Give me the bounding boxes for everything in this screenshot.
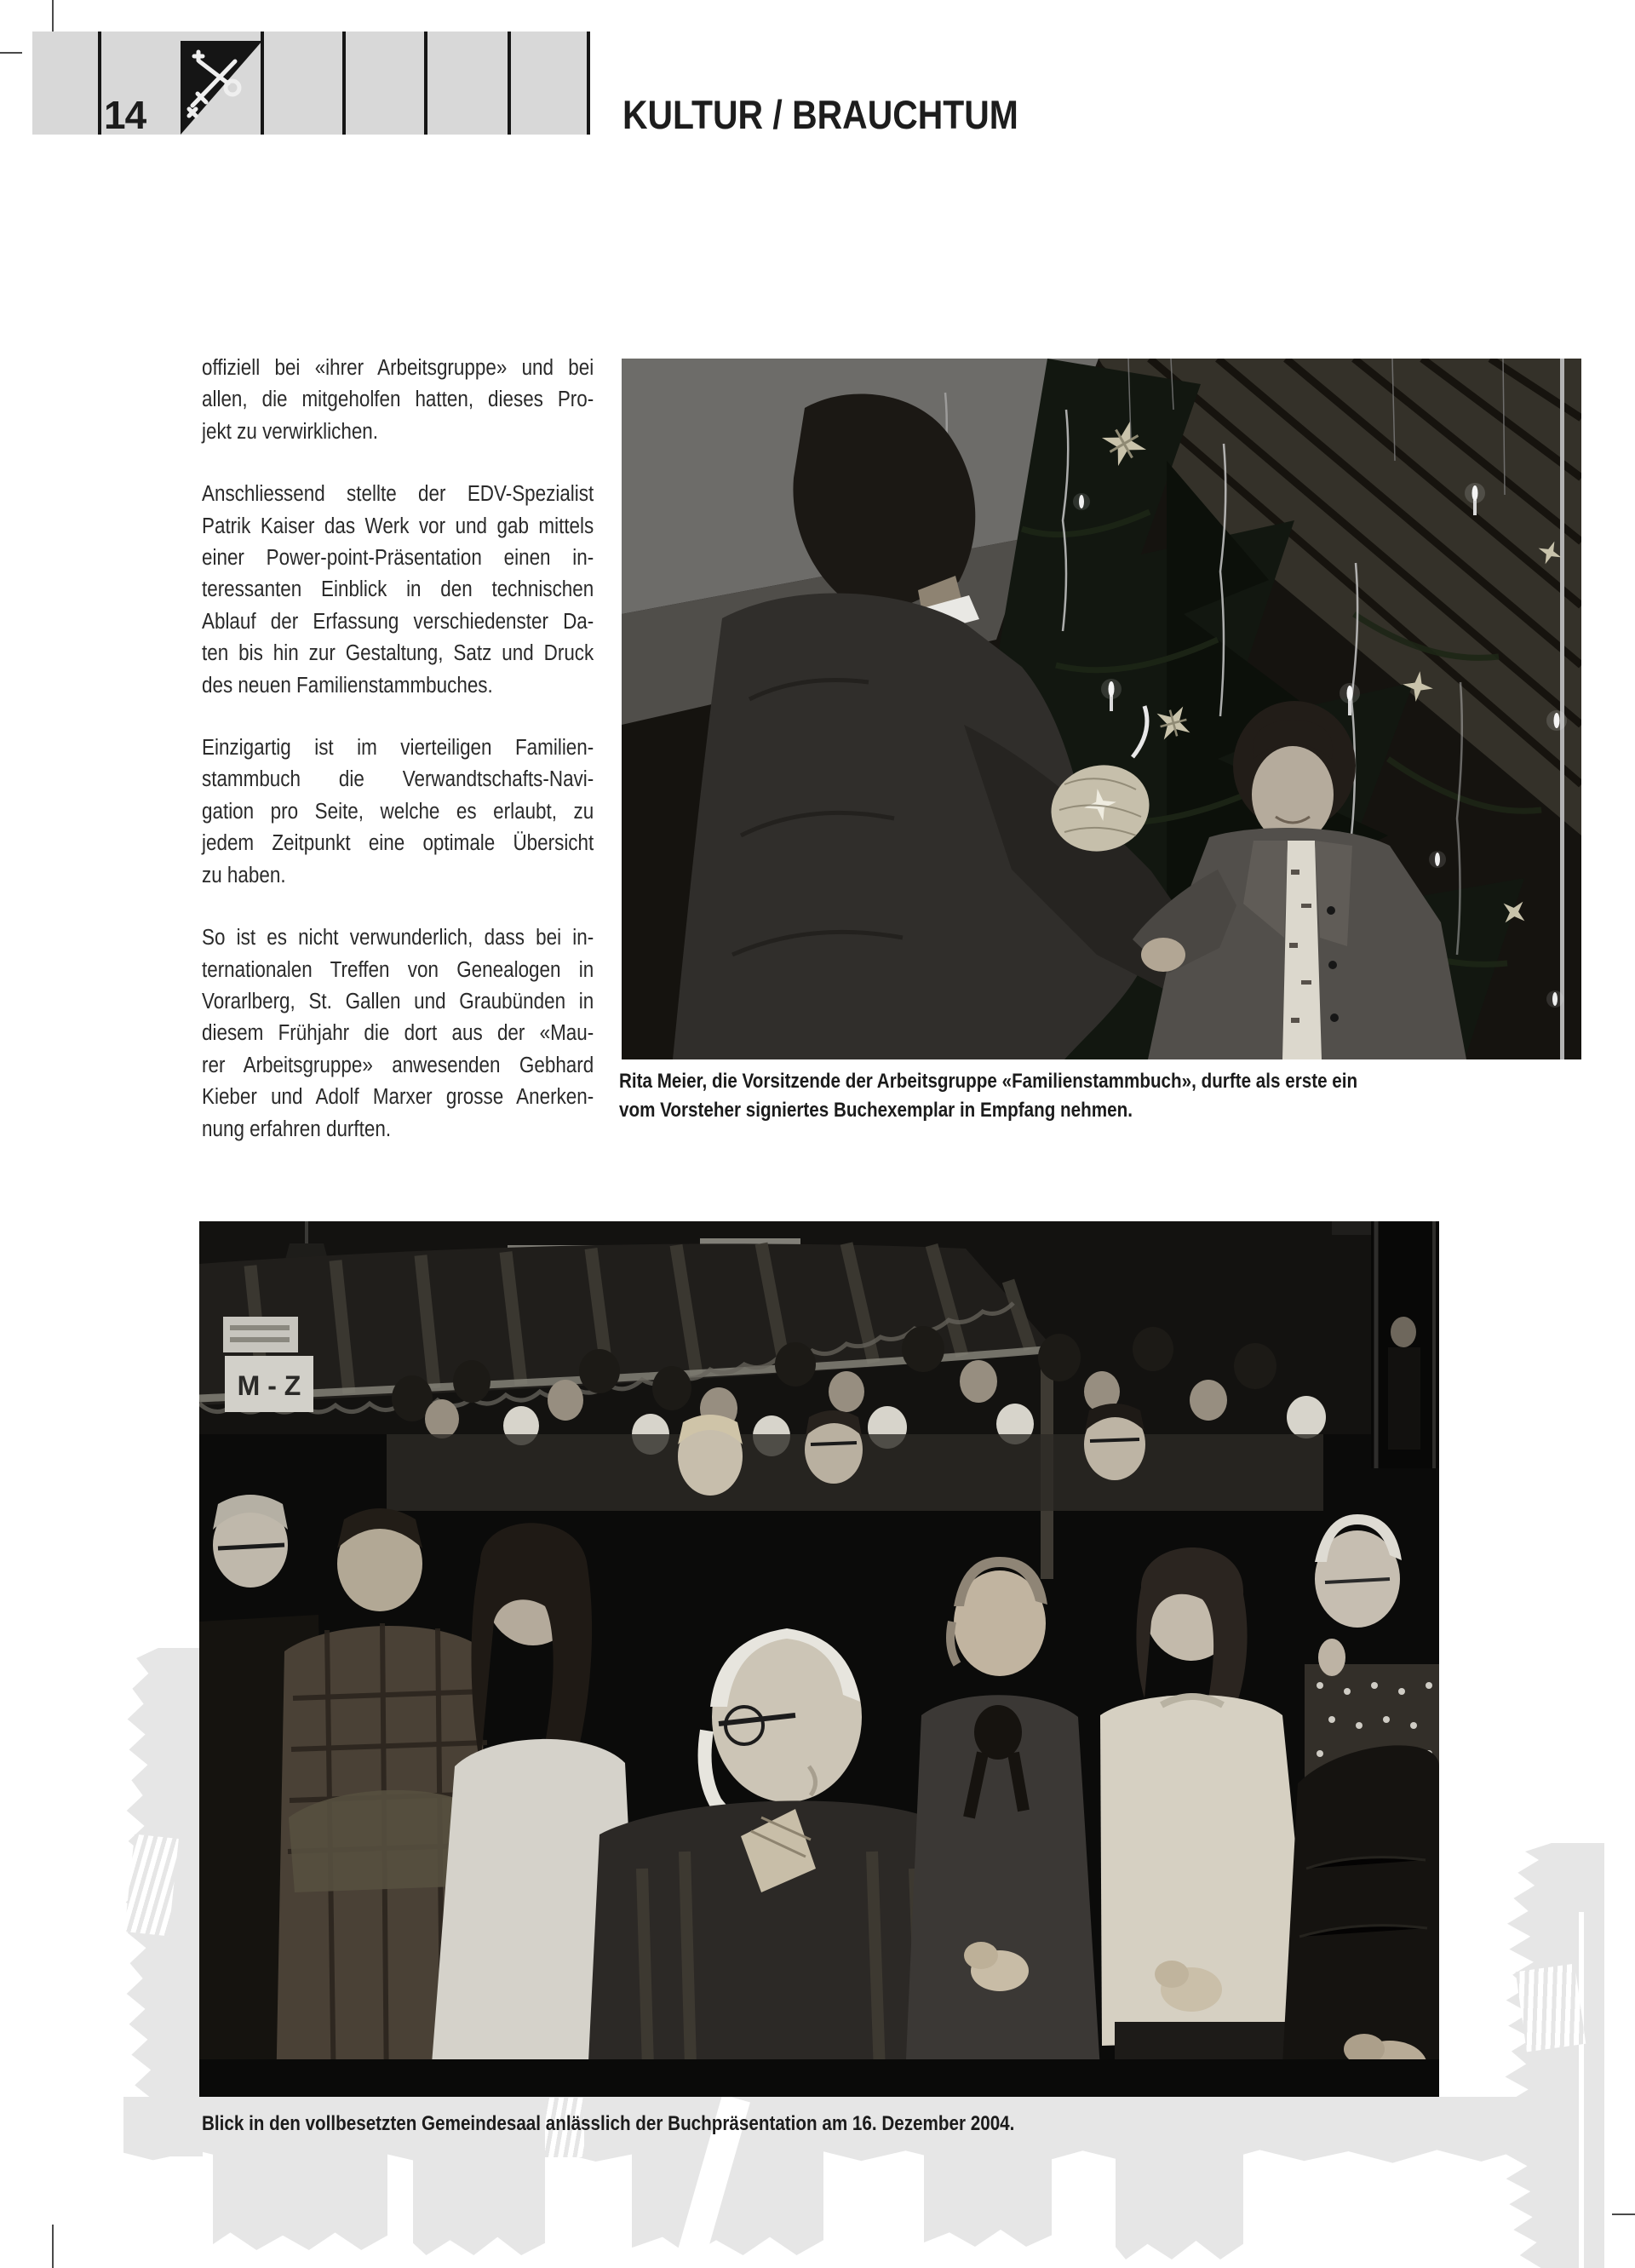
text-line: Vorarlberg, St. Gallen und Graubünden in bbox=[202, 989, 594, 1013]
crop-mark-top-left-h bbox=[0, 52, 22, 54]
text-line: offiziell bei «ihrer Arbeitsgruppe» und bei bbox=[202, 356, 594, 380]
crop-mark-bottom-left-v bbox=[52, 2225, 54, 2268]
header-divider bbox=[424, 32, 427, 135]
text-line: ten bis hin zur Gestaltung, Satz und Druck bbox=[202, 641, 594, 666]
text-line: Einzigartig ist im vierteiligen Familien- bbox=[202, 736, 594, 761]
text-line: zu haben. bbox=[202, 863, 286, 887]
photo2-caption-line1: Blick in den vollbesetzten Gemeindesaal anlässlich der Buchpräsentation am 16. Dezember 2004. bbox=[202, 2112, 1015, 2135]
header-divider bbox=[342, 32, 346, 135]
text-line: Ablauf der Erfassung verschiedenster Da- bbox=[202, 609, 594, 634]
text-line: nung erfahren durften. bbox=[202, 1117, 392, 1141]
paragraph bbox=[202, 732, 594, 892]
municipal-crest-icon bbox=[181, 41, 262, 135]
page-number: 14 bbox=[104, 93, 146, 137]
paragraph bbox=[202, 922, 594, 1145]
text-line: allen, die mitgeholfen hatten, dieses Pro- bbox=[202, 388, 594, 412]
text-line: diesem Frühjahr die dort aus der «Mau- bbox=[202, 1021, 594, 1046]
text-line: Anschliessend stellte der EDV-Spezialist bbox=[202, 482, 594, 507]
crop-mark-bottom-right-h bbox=[1612, 2213, 1635, 2215]
header-divider bbox=[587, 32, 590, 135]
watermark-right-seam bbox=[1579, 1912, 1584, 2268]
header-divider bbox=[508, 32, 511, 135]
watermark-right-strip bbox=[1499, 1843, 1604, 2268]
sign-label: M - Z bbox=[237, 1370, 301, 1401]
photo2-caption bbox=[202, 2110, 1154, 2139]
photo-presentation bbox=[622, 359, 1581, 1059]
paragraph bbox=[202, 353, 594, 448]
photo1-caption bbox=[619, 1067, 1425, 1124]
text-line: rer Arbeitsgruppe» anwesenden Gebhard bbox=[202, 1053, 594, 1077]
photo-audience bbox=[199, 1221, 1439, 2097]
section-title: KULTUR / BRAUCHTUM bbox=[622, 92, 1018, 137]
paragraph bbox=[202, 479, 594, 702]
text-line: jedem Zeitpunkt eine optimale Übersicht bbox=[202, 831, 594, 856]
text-line: jekt zu verwirklichen. bbox=[202, 419, 379, 444]
photo1-caption-line2: vom Vorsteher signiertes Buchexemplar in Empfang nehmen. bbox=[619, 1098, 1133, 1122]
article-text bbox=[202, 353, 594, 1176]
pole bbox=[1560, 359, 1564, 1059]
text-line: gation pro Seite, welche es erlaubt, zu bbox=[202, 799, 594, 824]
text-line: Patrik Kaiser das Werk vor und gab mittels bbox=[202, 514, 594, 538]
text-line: ternationalen Treffen von Genealogen in bbox=[202, 957, 594, 982]
text-line: So ist es nicht verwunderlich, dass bei in- bbox=[202, 926, 594, 950]
text-line: stammbuch die Verwandtschafts-Navi- bbox=[202, 767, 594, 792]
text-line: des neuen Familienstammbuches. bbox=[202, 673, 493, 698]
header-divider bbox=[98, 32, 101, 135]
watermark-hatch-right bbox=[1516, 1964, 1586, 2053]
text-line: einer Power-point-Präsentation einen in- bbox=[202, 546, 594, 571]
text-line: Kieber und Adolf Marxer grosse Anerken- bbox=[202, 1085, 594, 1110]
man-dark-right bbox=[1281, 1745, 1439, 2097]
photo1-caption-line1: Rita Meier, die Vorsitzende der Arbeitsgruppe «Familienstammbuch», durfte als erste ein bbox=[619, 1070, 1358, 1093]
text-line: teressanten Einblick in den technischen bbox=[202, 577, 594, 602]
